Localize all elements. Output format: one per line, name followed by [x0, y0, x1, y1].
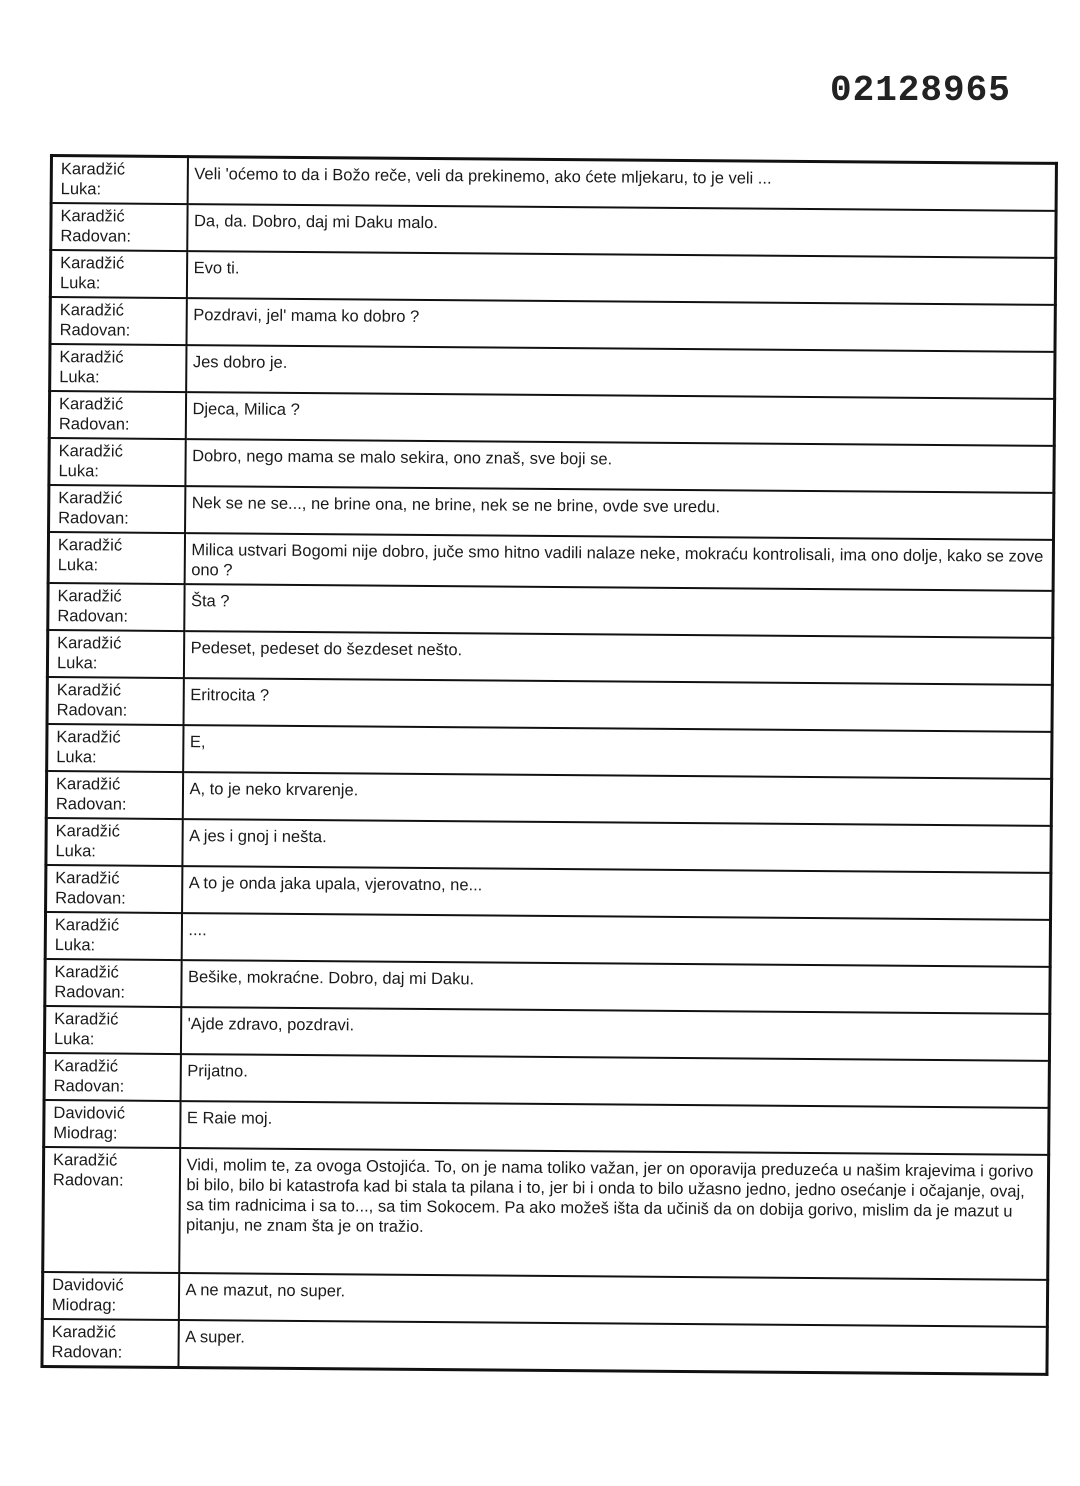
speaker-cell	[50, 297, 186, 345]
speaker-surname: Davidović	[53, 1104, 126, 1123]
table-row	[50, 344, 1055, 399]
speaker-first-name: Radovan:	[58, 415, 130, 434]
speaker-surname: Karadžić	[54, 1010, 119, 1029]
utterance-cell: Pozdravi, jel' mama ko dobro ?	[186, 298, 1055, 352]
speaker-surname: Karadžić	[58, 442, 123, 461]
table-row	[45, 912, 1050, 967]
speaker-surname: Karadžić	[51, 1323, 117, 1342]
speaker-cell	[47, 724, 183, 772]
speaker-first-name: Miodrag:	[53, 1124, 118, 1143]
speaker-surname: Karadžić	[57, 587, 122, 606]
speaker-first-name: Luka:	[56, 654, 98, 673]
speaker-cell	[42, 1319, 178, 1368]
speaker-first-name: Luka:	[59, 274, 101, 293]
speaker-cell	[51, 203, 187, 251]
speaker-first-name: Radovan:	[51, 1343, 123, 1362]
table-row	[48, 532, 1053, 591]
utterance-cell: Bešike, mokraćne. Dobro, daj mi Daku.	[181, 960, 1050, 1014]
speaker-cell	[50, 250, 186, 298]
speaker-first-name: Luka:	[57, 556, 99, 575]
speaker-first-name: Radovan:	[54, 983, 126, 1002]
speaker-first-name: Luka:	[58, 462, 99, 481]
speaker-surname: Karadžić	[54, 963, 119, 982]
table-row	[42, 1319, 1047, 1374]
speaker-surname: Davidović	[52, 1276, 124, 1295]
utterance-cell: Vidi, molim te, za ovoga Ostojića. To, on je nama toliko važan, jer on oporavija preduzeća u našim krajevima i gorivo bi bilo, bilo bi katastrofa kad bi stala ta pilana i to, jer bi i onda to bilo užasno jedno, jedno osećanje i očajanje, ovaj, sa tim radnicima i sa to..., sa tim Sokocem. Pa ako možeš išta da učiniš da on dobija gorivo, mislim da je mazut u pitanju, ne znam šta je on tražio.	[179, 1148, 1049, 1280]
speaker-cell	[45, 959, 181, 1007]
utterance-cell: ....	[181, 913, 1050, 967]
speaker-cell	[42, 1272, 178, 1320]
utterance-cell: A jes i gnoj i nešta.	[182, 819, 1051, 873]
utterance-cell: A super.	[178, 1320, 1047, 1374]
speaker-cell	[48, 583, 184, 631]
table-row	[47, 724, 1052, 779]
speaker-first-name: Radovan:	[52, 1171, 124, 1190]
utterance-cell: E,	[183, 725, 1052, 779]
utterance-cell: Da, da. Dobro, daj mi Daku malo.	[187, 204, 1056, 258]
speaker-cell	[44, 1053, 180, 1101]
transcript-table	[40, 154, 1058, 1376]
table-row	[47, 677, 1052, 732]
utterance-cell: Dobro, nego mama se malo sekira, ono znaš, sve boji se.	[185, 439, 1054, 493]
speaker-cell	[49, 391, 185, 439]
speaker-first-name: Luka:	[60, 180, 102, 199]
table-row	[42, 1272, 1047, 1327]
speaker-first-name: Radovan:	[53, 1077, 125, 1096]
table-row	[49, 485, 1054, 540]
table-row	[49, 391, 1054, 446]
utterance-cell: Prijatno.	[180, 1054, 1049, 1108]
speaker-first-name: Radovan:	[60, 227, 132, 246]
table-row	[51, 203, 1056, 258]
table-row	[50, 297, 1055, 352]
table-row	[44, 1006, 1049, 1061]
speaker-surname: Karadžić	[55, 869, 120, 888]
speaker-first-name: Radovan:	[57, 607, 129, 626]
utterance-cell: E Raie moj.	[180, 1101, 1049, 1155]
table-row	[47, 630, 1052, 685]
speaker-first-name: Luka:	[55, 842, 96, 861]
utterance-cell: Milica ustvari Bogomi nije dobro, juče smo hitno vadili nalaze neke, mokraću kontrolisali, ima ono dolje, kako se zove ono ?	[184, 533, 1053, 591]
speaker-first-name: Luka:	[53, 1030, 95, 1049]
table-row	[50, 250, 1055, 305]
speaker-surname: Karadžić	[57, 536, 123, 555]
speaker-surname: Karadžić	[60, 160, 126, 179]
speaker-first-name: Miodrag:	[51, 1296, 117, 1315]
table-row	[51, 156, 1056, 211]
table-row	[46, 818, 1051, 873]
speaker-surname: Karadžić	[59, 301, 125, 320]
speaker-first-name: Radovan:	[56, 701, 128, 720]
utterance-cell: Jes dobro je.	[186, 345, 1055, 399]
table-row	[48, 583, 1053, 638]
speaker-cell	[46, 865, 182, 913]
speaker-first-name: Radovan:	[55, 795, 127, 814]
speaker-cell	[44, 1100, 180, 1148]
utterance-cell: Evo ti.	[186, 251, 1055, 305]
speaker-first-name: Luka:	[59, 368, 100, 387]
utterance-cell: Eritrocita ?	[183, 678, 1052, 732]
speaker-surname: Karadžić	[59, 348, 124, 367]
speaker-cell	[43, 1147, 180, 1273]
speaker-surname: Karadžić	[55, 775, 121, 794]
speaker-surname: Karadžić	[54, 916, 120, 935]
table-row	[46, 865, 1051, 920]
utterance-cell: Veli 'oćemo to da i Božo reče, veli da prekinemo, ako ćete mljekaru, to je veli ...	[187, 157, 1056, 211]
speaker-surname: Karadžić	[56, 728, 121, 747]
table-row	[44, 1100, 1049, 1155]
utterance-cell: 'Ajde zdravo, pozdravi.	[180, 1007, 1049, 1061]
speaker-cell	[48, 532, 184, 584]
speaker-surname: Karadžić	[53, 1151, 118, 1170]
speaker-cell	[49, 438, 185, 486]
utterance-cell: A ne mazut, no super.	[178, 1273, 1047, 1327]
utterance-cell: A, to je neko krvarenje.	[182, 772, 1051, 826]
speaker-cell	[51, 156, 187, 205]
table-row	[49, 438, 1054, 493]
speaker-first-name: Radovan:	[58, 509, 129, 528]
table-row	[46, 771, 1051, 826]
speaker-cell	[47, 677, 183, 725]
document-number: 02128965	[830, 70, 1011, 111]
speaker-first-name: Radovan:	[55, 889, 126, 908]
utterance-cell: A to je onda jaka upala, vjerovatno, ne...	[182, 866, 1051, 920]
utterance-cell: Pedeset, pedeset do šezdeset nešto.	[183, 631, 1052, 685]
table-row	[45, 959, 1050, 1014]
speaker-first-name: Luka:	[54, 936, 96, 955]
speaker-first-name: Radovan:	[59, 321, 131, 340]
speaker-surname: Karadžić	[53, 1057, 119, 1076]
speaker-surname: Karadžić	[57, 634, 122, 653]
speaker-cell	[46, 771, 182, 819]
speaker-cell	[47, 630, 183, 678]
speaker-surname: Karadžić	[58, 395, 124, 414]
table-row	[44, 1053, 1049, 1108]
speaker-surname: Karadžić	[60, 207, 125, 226]
speaker-surname: Karadžić	[56, 681, 122, 700]
speaker-cell	[44, 1006, 180, 1054]
utterance-cell: Nek se ne se..., ne brine ona, ne brine, nek se ne brine, ovde sve uredu.	[185, 486, 1054, 540]
table-row	[43, 1147, 1049, 1280]
speaker-first-name: Luka:	[56, 748, 97, 767]
speaker-cell	[49, 485, 185, 533]
speaker-surname: Karadžić	[55, 822, 120, 841]
speaker-cell	[46, 818, 182, 866]
speaker-cell	[45, 912, 181, 960]
speaker-surname: Karadžić	[58, 489, 123, 508]
speaker-surname: Karadžić	[60, 254, 125, 273]
utterance-cell: Djeca, Milica ?	[185, 392, 1054, 446]
speaker-cell	[50, 344, 186, 392]
utterance-cell: Šta ?	[184, 584, 1053, 638]
